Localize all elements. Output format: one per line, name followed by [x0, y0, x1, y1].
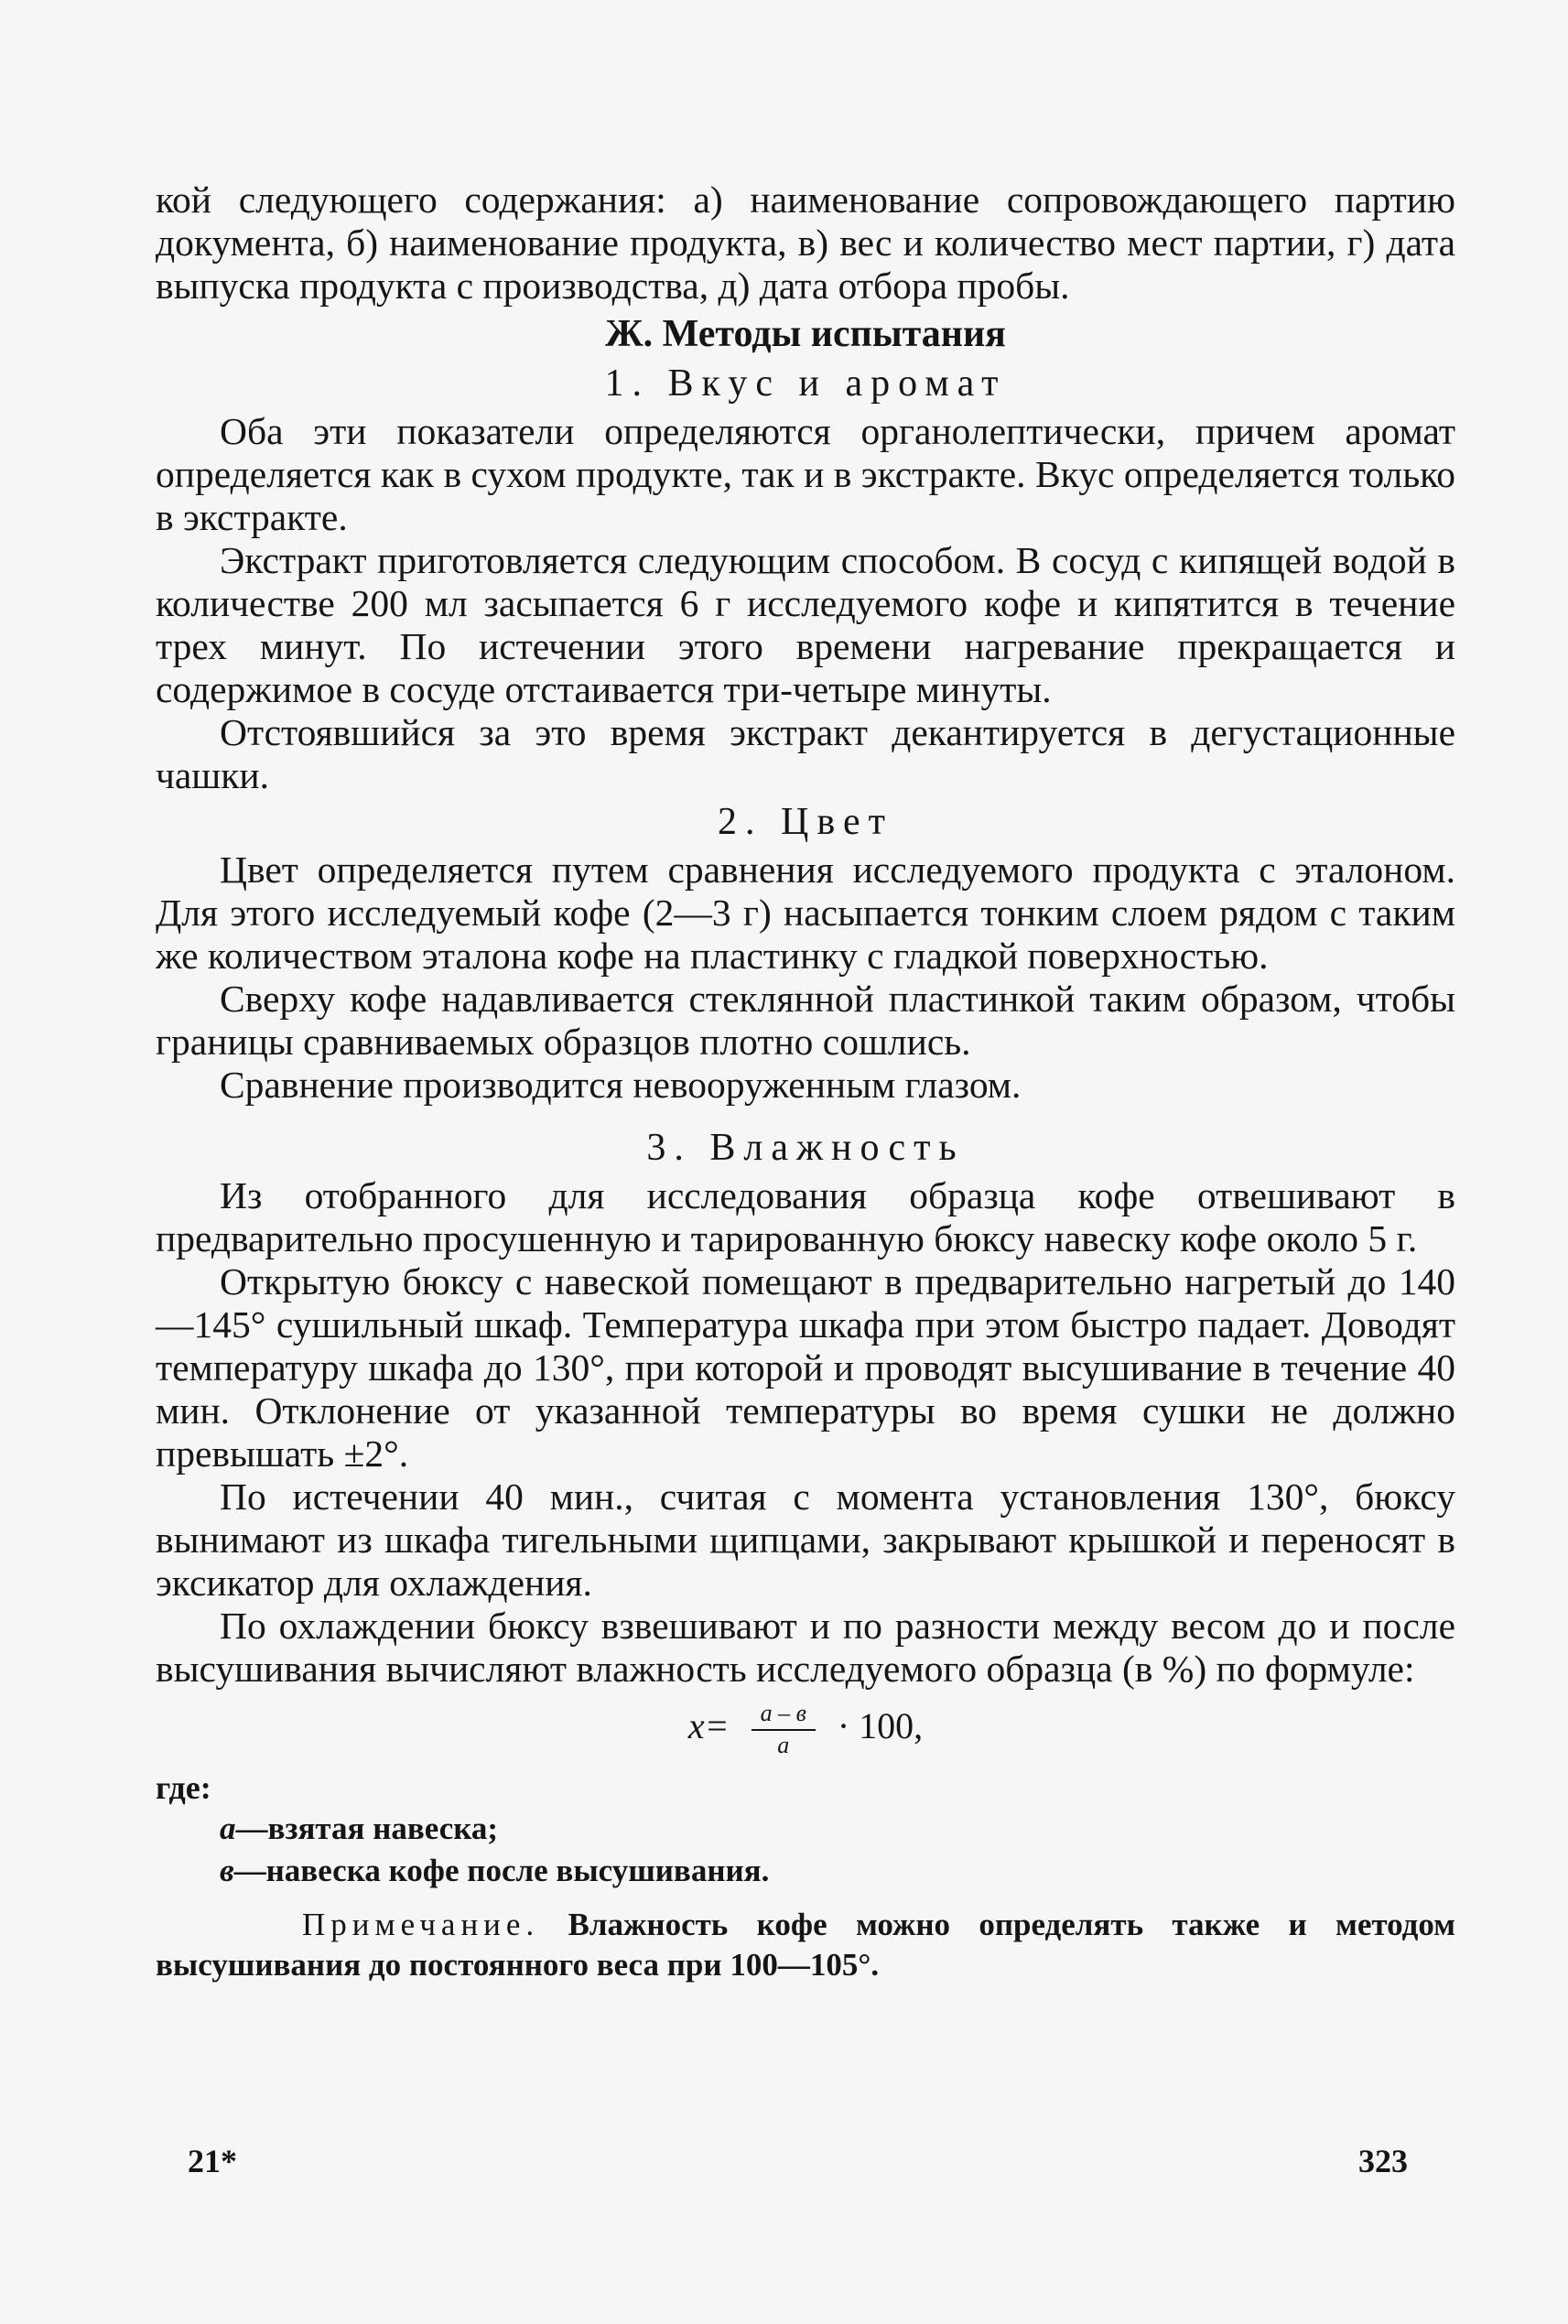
definition-a: [220, 1808, 1455, 1850]
subsection-heading-moisture: 3. Влажность: [646, 1127, 965, 1169]
color-paragraph-3: Сравнение производится невооруженным глазом.: [220, 1064, 1022, 1106]
subsection-heading-color: 2. Цвет: [718, 801, 893, 843]
moisture-paragraph-4: По охлаждении бюксу взвешивают и по разности между весом до и после высушивания вычисляют влажность исследуемого образца (в %) по формуле:: [156, 1605, 1455, 1690]
note-label: Примечание.: [302, 1907, 540, 1942]
subsection-heading-taste: 1. Вкус и аромат: [604, 362, 1007, 405]
definition-a-text: —взятая навеска;: [235, 1811, 499, 1846]
note-paragraph: [156, 1905, 1455, 1985]
taste-paragraph-3: Отстоявшийся за это время экстракт декантируется в дегустационные чашки.: [156, 711, 1455, 796]
moisture-paragraph-2: Открытую бюксу с навеской помещают в предварительно нагретый до 140—145° сушильный шкаф. Температура шкафа при этом быстро падает. Доводят температуру шкафа до 130°, при которой и проводят высушивание в течение 40 мин. Отклонение от указанной температуры во время сушки не должно превышать ±2°.: [156, 1260, 1455, 1475]
definition-b: [220, 1850, 1455, 1892]
where-label: где:: [156, 1769, 211, 1806]
formula-numerator: а – в: [752, 1700, 816, 1731]
definition-a-var: а: [220, 1811, 236, 1846]
moisture-paragraph-1: Из отобранного для исследования образца кофе отвешивают в предварительно просушенную и тарированную бюксу навеску кофе около 5 г.: [156, 1174, 1455, 1259]
formula-rhs: · 100,: [837, 1705, 924, 1747]
formula-lhs: x=: [687, 1705, 730, 1747]
taste-paragraph-2: Экстракт приготовляется следующим способом. В сосуд с кипящей водой в количестве 200 мл засыпается 6 г исследуемого кофе и кипятится в течение трех минут. По истечении этого времени нагревание прекращается и содержимое в сосуде отстаивается три-четыре минуты.: [156, 539, 1455, 710]
section-heading: Ж. Методы испытания: [605, 313, 1006, 355]
moisture-paragraph-3: По истечении 40 мин., считая с момента установления 130°, бюксу вынимают из шкафа тигельными щипцами, закрывают крышкой и переносят в эксикатор для охлаждения.: [156, 1475, 1455, 1604]
formula-fraction: [752, 1700, 816, 1760]
moisture-formula: [156, 1700, 1455, 1760]
page-body: [156, 178, 1455, 1985]
color-paragraph-2: Сверху кофе надавливается стеклянной пластинкой таким образом, чтобы границы сравниваемых образцов плотно сошлись.: [156, 978, 1455, 1063]
definition-b-var: в: [220, 1853, 234, 1888]
intro-paragraph: кой следующего содержания: а) наименование сопровождающего партию документа, б) наименование продукта, в) вес и количество мест партии, г) дата выпуска продукта с производства, д) дата отбора пробы.: [156, 178, 1455, 307]
definition-b-text: —навеска кофе после высушивания.: [233, 1853, 770, 1888]
note-text: Влажность кофе можно определять также и методом высушивания до постоянного веса при 100—105°.: [156, 1907, 1455, 1983]
formula-denominator: а: [777, 1732, 790, 1758]
color-paragraph-1: Цвет определяется путем сравнения исследуемого продукта с эталоном. Для этого исследуемый кофе (2—3 г) насыпается тонким слоем рядом с таким же количеством эталона кофе на пластинку с гладкой поверхностью.: [156, 849, 1455, 977]
page-footer: [188, 2142, 1408, 2180]
signature-mark: 21*: [188, 2143, 237, 2179]
page-number: 323: [1358, 2143, 1408, 2179]
taste-paragraph-1: Оба эти показатели определяются органолептически, причем аромат определяется как в сухом продукте, так и в экстракте. Вкус определяется только в экстракте.: [156, 410, 1455, 538]
